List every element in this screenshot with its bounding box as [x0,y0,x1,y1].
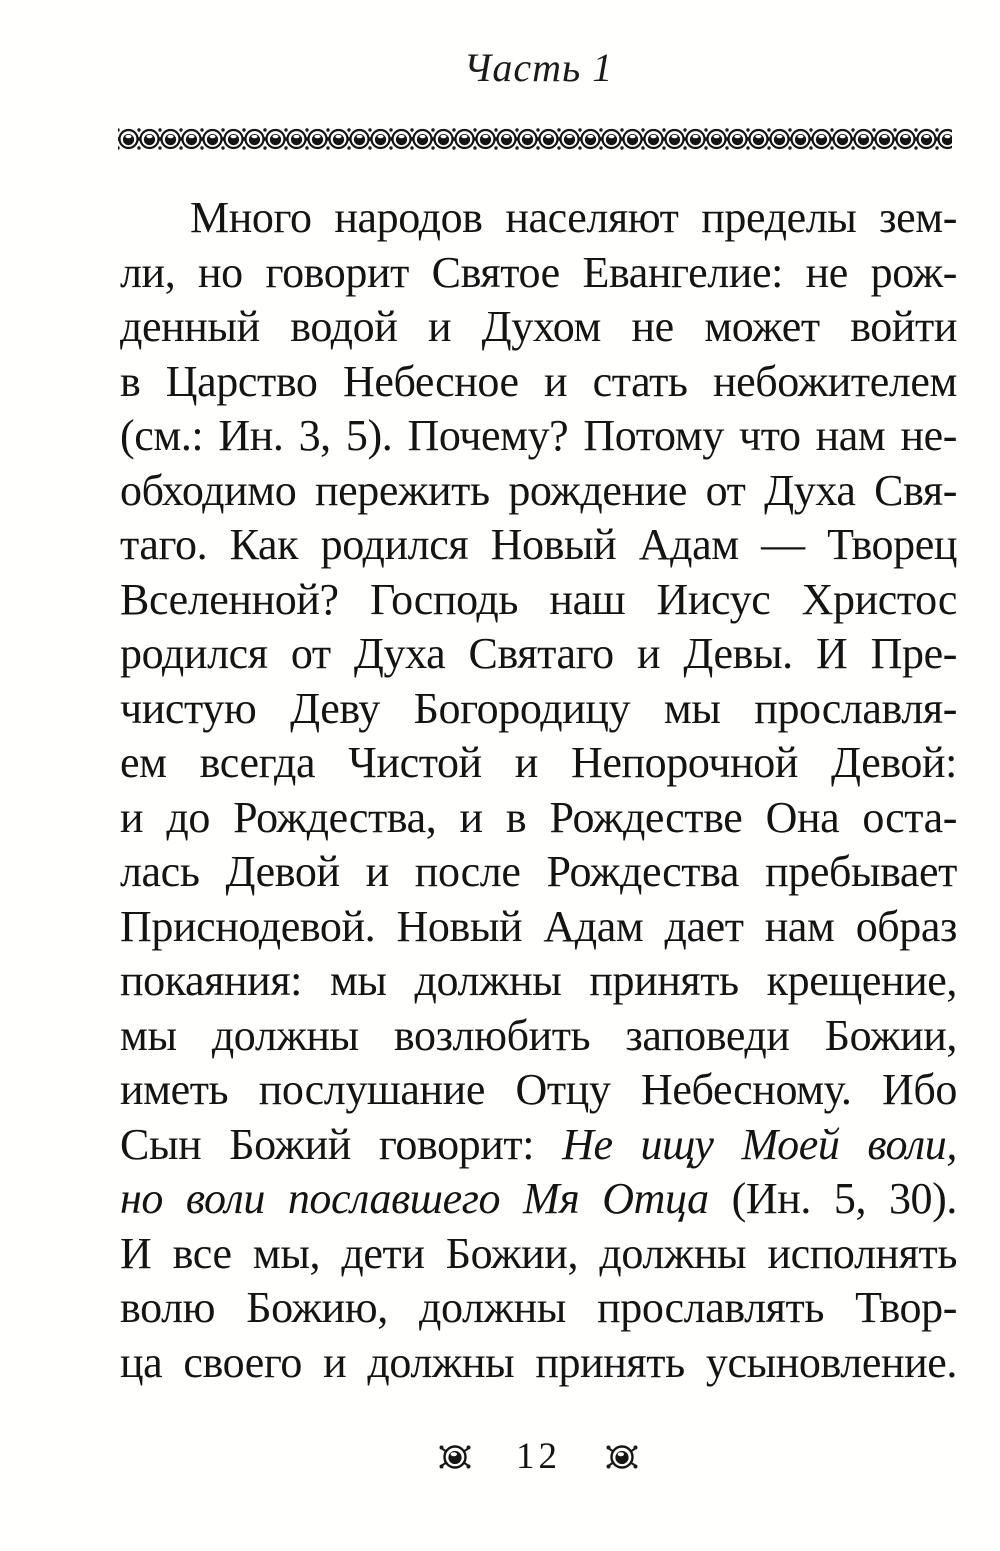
text-line: ца своего и должны принять усыновление. [120,1337,957,1387]
text-line: чистую Деву Богородицу мы прославля- [120,683,957,733]
text-line: Приснодевой. Новый Адам дает нам образ [120,901,957,951]
text-line: (см.: Ин. 3, 5). Почему? Потому что нам не- [120,411,957,460]
text-line: обходимо пережить рождение от Духа Свя- [120,465,957,515]
page-number: 12 [516,1436,561,1477]
scripture-quote: но воли пославшего Мя Отца [120,1174,732,1223]
scripture-quote: Не ищу Моей воли, [562,1119,957,1169]
text-line: в Царство Небесное и стать небожителем [120,356,957,406]
text-line: ем всегда Чистой и Непорочной Девой: [120,738,957,787]
text-line: И все мы, дети Божии, должны исполнять [120,1228,957,1278]
page-footer [120,1438,957,1476]
text-line-with-quote: но воли пославшего Мя Отца (Ин. 5, 30). [120,1174,957,1223]
text-line: ли, но говорит Святое Евангелие: не рож- [120,247,957,297]
chapter-header: Часть 1 [463,45,614,90]
text-line: Вселенной? Господь наш Иисус Христос [120,574,957,624]
text-line: волю Божию, должны прославлять Твор- [120,1283,957,1332]
text-line: Много народов населяют пределы зем- [190,193,957,242]
text-line: и до Рождества, и в Рождестве Она оста- [120,792,957,842]
text-line: иметь послушание Отцу Небесному. Ибо [120,1065,957,1114]
text-line: мы должны возлюбить заповеди Божии, [120,1010,957,1060]
text-line-with-quote: Сын Божий говорит: Не ищу Моей воли, [120,1119,957,1169]
body-paragraph [120,191,957,1390]
text-line: денный водой и Духом не может войти [120,302,957,351]
medallion-ornament-right-icon [605,1442,639,1472]
text-line: покаяния: мы должны принять крещение, [120,956,957,1005]
medallion-ornament-left-icon [438,1442,472,1472]
text-line: лась Девой и после Рождества пребывает [120,847,957,896]
chain-border-ornament-icon [118,126,952,152]
text-line: родился от Духа Святаго и Девы. И Пре- [120,629,957,678]
text-line: таго. Как родился Новый Адам — Творец [120,520,957,569]
